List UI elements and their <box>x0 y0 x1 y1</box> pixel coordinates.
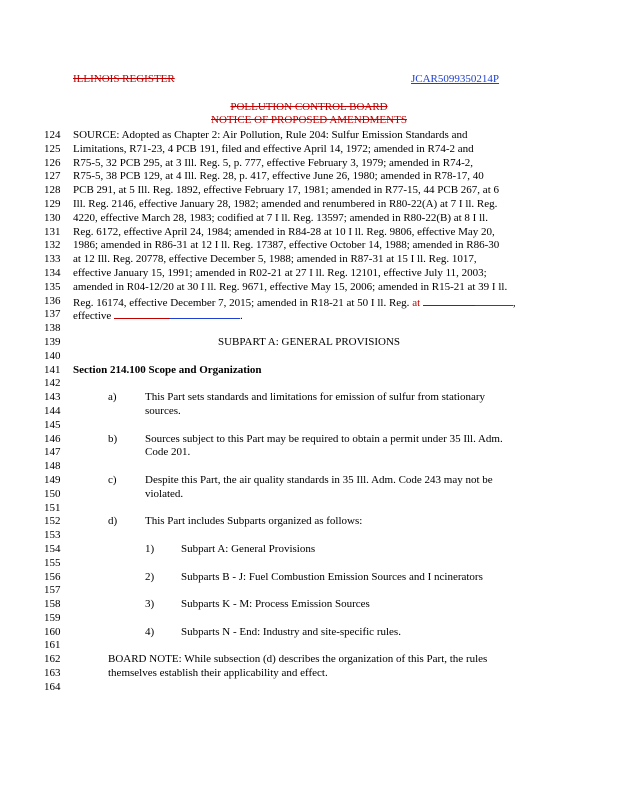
source-text: R75-5, 38 PCB 129, at 4 Ill. Reg. 28, p. 417, effective June 26, 1980; amended in R78-17, 40 <box>73 170 484 183</box>
source-text: PCB 291, at 5 Ill. Reg. 1892, effective February 17, 1981; amended in R77-15, 44 PCB 267, at 6 <box>73 184 499 197</box>
paragraph-text: Sources subject to this Part may be required to obtain a permit under 35 Ill. Adm. <box>145 432 503 445</box>
text-line <box>0 391 618 405</box>
line-number: 133 <box>44 253 61 266</box>
line-number: 162 <box>44 653 61 666</box>
text-line <box>0 295 618 309</box>
line-number: 129 <box>44 197 61 210</box>
line-number: 124 <box>44 129 61 141</box>
line-number: 142 <box>44 377 61 390</box>
source-text: 1986; amended in R86-31 at 12 I ll. Reg. 17387, effective October 14, 1988; amended in R86-30 <box>73 239 500 252</box>
line-number: 140 <box>44 349 61 362</box>
text-line <box>0 446 618 460</box>
text-line <box>0 529 618 543</box>
line-number: 137 <box>44 308 61 321</box>
line-number: 152 <box>44 515 61 528</box>
line-number: 144 <box>44 404 61 417</box>
line-number: 132 <box>44 239 61 252</box>
line-number: 136 <box>44 294 61 307</box>
text-line <box>0 336 618 350</box>
text-line <box>0 474 618 488</box>
source-text-segment: effective <box>73 310 112 323</box>
blank-volume-blue <box>475 295 513 306</box>
paragraph-text: violated. <box>145 487 184 500</box>
text-line <box>0 598 618 612</box>
text-line <box>0 571 618 585</box>
line-number: 156 <box>44 570 61 583</box>
source-text: at 12 Ill. Reg. 20778, effective December 5, 1988; amended in R87-31 at 15 I ll. Reg. 1017, <box>73 253 477 266</box>
line-number: 161 <box>44 639 61 652</box>
line-number: 127 <box>44 170 61 183</box>
line-number: 155 <box>44 556 61 569</box>
text-line <box>0 460 618 474</box>
text-line <box>0 170 618 184</box>
text-line <box>0 364 618 378</box>
text-line <box>0 543 618 557</box>
text-line <box>0 612 618 626</box>
text-line <box>0 557 618 571</box>
paragraph-text: This Part sets standards and limitations for emission of sulfur from stationary <box>145 391 486 404</box>
text-line <box>0 157 618 171</box>
line-number: 141 <box>44 363 61 376</box>
subpart-list-text: Subpart A: General Provisions <box>181 542 316 555</box>
blank-date-red <box>114 308 170 319</box>
source-text-segment: Reg. 16174, effective December 7, 2015; amended in R18-21 at 50 I ll. Reg. <box>73 296 410 309</box>
paragraph-label: d) <box>108 515 118 528</box>
subpart-list-text: Subparts K - M: Process Emission Sources <box>181 598 370 611</box>
register-header: ILLINOIS REGISTER <box>73 73 175 85</box>
paragraph-label: c) <box>108 473 117 486</box>
notice-title: NOTICE OF PROPOSED AMENDMENTS <box>211 114 407 126</box>
text-line <box>0 639 618 653</box>
line-number: 163 <box>44 667 61 680</box>
subpart-list-number: 1) <box>145 542 155 555</box>
line-number: 149 <box>44 473 61 486</box>
line-number: 153 <box>44 529 61 542</box>
jcar-code: JCAR5099350214P <box>411 73 500 85</box>
line-number: 145 <box>44 418 61 431</box>
line-number: 130 <box>44 211 61 224</box>
source-text: effective January 15, 1991; amended in R02-21 at 27 I ll. Reg. 12101, effective July 11, 2003; <box>73 266 487 279</box>
line-number: 158 <box>44 598 61 611</box>
text-line <box>0 584 618 598</box>
line-number: 159 <box>44 611 61 624</box>
inserted-text: at <box>412 296 421 309</box>
source-text: SOURCE: Adopted as Chapter 2: Air Pollution, Rule 204: Sulfur Emission Standards and <box>73 129 468 141</box>
text-line <box>0 212 618 226</box>
paragraph-text: Despite this Part, the air quality standards in 35 Ill. Adm. Code 243 may not be <box>145 473 493 486</box>
text-line <box>0 419 618 433</box>
text-line <box>0 198 618 212</box>
board-note-text: BOARD NOTE: While subsection (d) describes the organization of this Part, the rules <box>108 653 488 666</box>
subpart-list-number: 2) <box>145 570 155 583</box>
subpart-heading: SUBPART A: GENERAL PROVISIONS <box>218 335 400 348</box>
subpart-list-text: Subparts B - J: Fuel Combustion Emission Sources and I ncinerators <box>181 570 483 583</box>
line-number: 147 <box>44 446 61 459</box>
source-text: Reg. 16174, effective December 7, 2015; amended in R18-21 at 50 I ll. Reg. at , <box>73 296 516 309</box>
line-number: 134 <box>44 266 61 279</box>
line-number: 126 <box>44 156 61 169</box>
line-number: 151 <box>44 501 61 514</box>
line-number: 128 <box>44 184 61 197</box>
paragraph-label: a) <box>108 391 117 404</box>
line-number: 164 <box>44 680 61 693</box>
line-number: 148 <box>44 460 61 473</box>
text-line <box>0 433 618 447</box>
line-number: 157 <box>44 584 61 597</box>
text-line <box>0 253 618 267</box>
source-text: Reg. 6172, effective April 24, 1984; amended in R84-28 at 10 I ll. Reg. 9806, effective May 20, <box>73 225 495 238</box>
source-text: R75-5, 32 PCB 295, at 3 Ill. Reg. 5, p. 777, effective February 3, 1979; amended in R74-2, <box>73 156 474 169</box>
text-line <box>0 143 618 157</box>
line-number: 146 <box>44 432 61 445</box>
text-line <box>0 405 618 419</box>
source-text: effective . <box>73 310 243 323</box>
text-line <box>0 281 618 295</box>
paragraph-text: This Part includes Subparts organized as follows: <box>145 515 363 528</box>
source-text: Limitations, R71-23, 4 PCB 191, filed and effective April 14, 1972; amended in R74-2 and <box>73 142 474 155</box>
text-line <box>0 308 618 322</box>
text-line <box>0 267 618 281</box>
text-line <box>0 667 618 681</box>
line-number: 125 <box>44 142 61 155</box>
source-text: 4220, effective March 28, 1983; codified at 7 I ll. Reg. 13597; amended in R80-22(B) at 8 I ll. <box>73 211 488 224</box>
source-text: amended in R04-12/20 at 30 I ll. Reg. 9671, effective May 15, 2006; amended in R15-21 at 39 I ll. <box>73 280 508 293</box>
paragraph-label: b) <box>108 432 118 445</box>
text-line <box>0 653 618 667</box>
board-title: POLLUTION CONTROL BOARD <box>230 101 388 113</box>
line-number: 138 <box>44 322 61 335</box>
text-line <box>0 488 618 502</box>
line-number: 139 <box>44 335 61 348</box>
subpart-list-number: 3) <box>145 598 155 611</box>
line-number: 131 <box>44 225 61 238</box>
board-note-text: themselves establish their applicability and effect. <box>108 667 328 680</box>
document-body <box>0 129 618 695</box>
line-number: 143 <box>44 391 61 404</box>
text-line <box>0 239 618 253</box>
subpart-list-number: 4) <box>145 625 155 638</box>
text-line <box>0 626 618 640</box>
text-line <box>0 129 618 143</box>
source-text: Ill. Reg. 2146, effective January 28, 1982; amended and renumbered in R80-22(A) at 7 I ll. Reg. <box>73 197 498 210</box>
line-number: 150 <box>44 487 61 500</box>
text-line <box>0 184 618 198</box>
paragraph-text: sources. <box>145 404 181 417</box>
blank-date-blue <box>170 308 240 319</box>
subpart-list-text: Subparts N - End: Industry and site-specific rules. <box>181 625 401 638</box>
line-number: 154 <box>44 542 61 555</box>
text-line <box>0 226 618 240</box>
text-line <box>0 502 618 516</box>
paragraph-text: Code 201. <box>145 446 191 459</box>
text-line <box>0 350 618 364</box>
line-number: 135 <box>44 280 61 293</box>
text-line <box>0 515 618 529</box>
text-line <box>0 322 618 336</box>
section-heading: Section 214.100 Scope and Organization <box>73 363 262 376</box>
line-number: 160 <box>44 625 61 638</box>
blank-volume-red <box>423 295 475 306</box>
text-line <box>0 377 618 391</box>
text-line <box>0 681 618 695</box>
